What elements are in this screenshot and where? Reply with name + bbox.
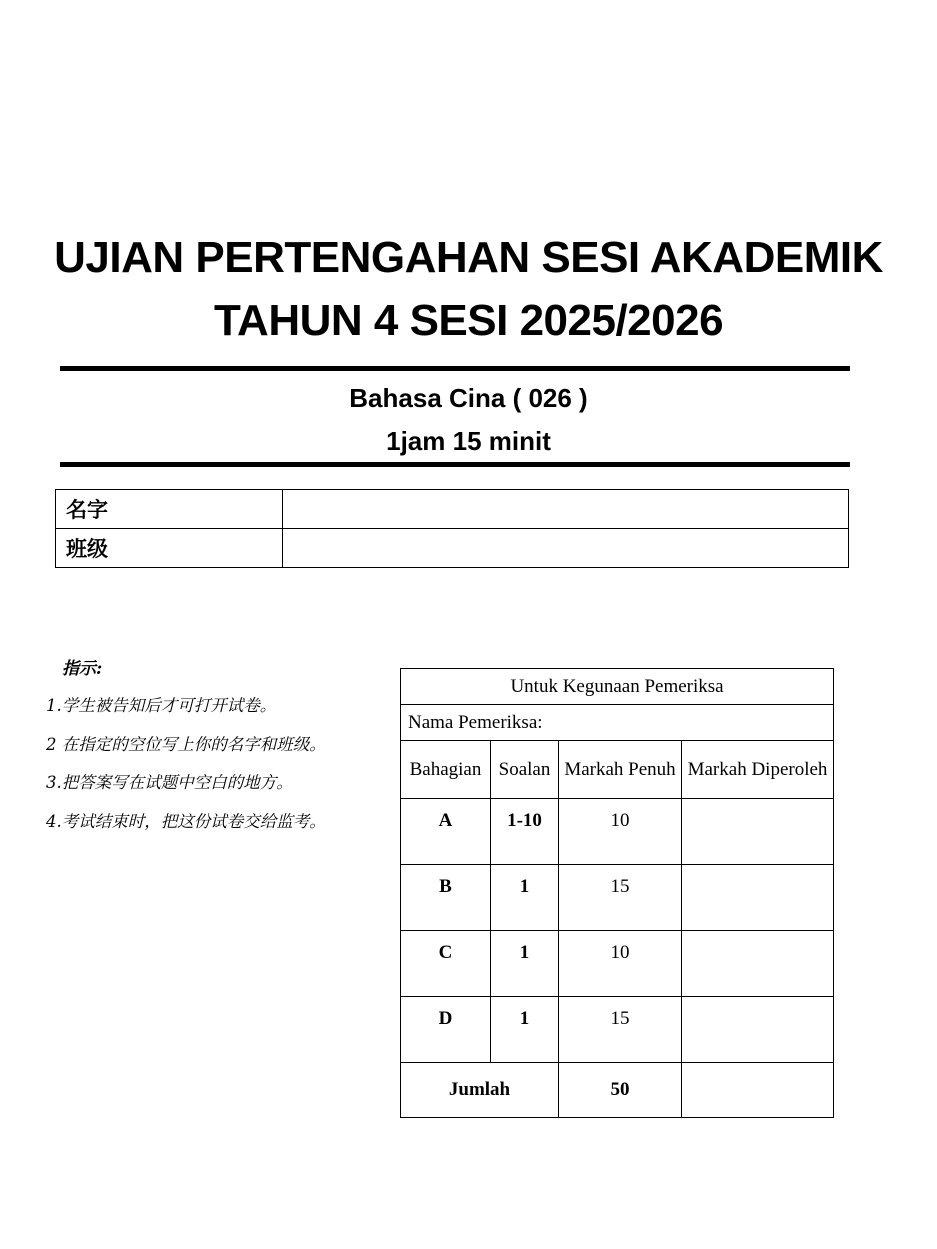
full-marks-cell: 15 bbox=[559, 865, 682, 931]
marks-obtained-cell[interactable] bbox=[682, 865, 834, 931]
bottom-divider bbox=[60, 462, 850, 467]
questions-cell: 1 bbox=[491, 997, 559, 1063]
total-row bbox=[401, 1063, 834, 1118]
section-cell: C bbox=[401, 931, 491, 997]
class-field[interactable] bbox=[283, 529, 849, 568]
instruction-item: 4.考试结束时，把这份试卷交给监考。 bbox=[46, 811, 326, 831]
col-header-section: Bahagian bbox=[401, 741, 491, 799]
examiner-name-row bbox=[401, 705, 834, 741]
section-cell: A bbox=[401, 799, 491, 865]
marks-obtained-cell[interactable] bbox=[682, 997, 834, 1063]
marks-obtained-cell[interactable] bbox=[682, 931, 834, 997]
section-cell: B bbox=[401, 865, 491, 931]
instruction-item: 2 在指定的空位写上你的名字和班级。 bbox=[46, 734, 326, 754]
examiner-heading: Untuk Kegunaan Pemeriksa bbox=[401, 669, 834, 705]
full-marks-cell: 10 bbox=[559, 799, 682, 865]
questions-cell: 1 bbox=[491, 865, 559, 931]
name-row bbox=[56, 490, 849, 529]
questions-cell: 1 bbox=[491, 931, 559, 997]
examiner-name-label[interactable]: Nama Pemeriksa: bbox=[401, 705, 834, 741]
name-field[interactable] bbox=[283, 490, 849, 529]
student-info-table bbox=[55, 489, 849, 568]
table-row bbox=[401, 799, 834, 865]
col-header-full-marks: Markah Penuh bbox=[559, 741, 682, 799]
examiner-header-row bbox=[401, 669, 834, 705]
full-marks-cell: 15 bbox=[559, 997, 682, 1063]
instruction-item: 3.把答案写在试题中空白的地方。 bbox=[46, 773, 293, 792]
exam-duration: 1jam 15 minit bbox=[386, 426, 551, 456]
full-marks-cell: 10 bbox=[559, 931, 682, 997]
top-divider bbox=[60, 366, 850, 371]
column-header-row bbox=[401, 741, 834, 799]
instructions-list bbox=[46, 692, 326, 846]
total-marks-obtained[interactable] bbox=[682, 1063, 834, 1118]
section-cell: D bbox=[401, 997, 491, 1063]
subject-title: Bahasa Cina ( 026 ) bbox=[349, 383, 588, 413]
instructions-heading: 指示: bbox=[62, 659, 103, 679]
instruction-item: 1.学生被告知后才可打开试卷。 bbox=[46, 696, 277, 715]
col-header-questions: Soalan bbox=[491, 741, 559, 799]
class-row bbox=[56, 529, 849, 568]
marks-obtained-cell[interactable] bbox=[682, 799, 834, 865]
table-row bbox=[401, 865, 834, 931]
total-label: Jumlah bbox=[401, 1063, 559, 1118]
examiner-marks-table bbox=[400, 668, 834, 1118]
name-label: 名字 bbox=[56, 490, 283, 529]
questions-cell: 1-10 bbox=[491, 799, 559, 865]
class-label: 班级 bbox=[56, 529, 283, 568]
col-header-marks-obtained: Markah Diperoleh bbox=[682, 741, 834, 799]
exam-subtitle: TAHUN 4 SESI 2025/2026 bbox=[213, 296, 724, 345]
table-row bbox=[401, 997, 834, 1063]
total-full-marks: 50 bbox=[559, 1063, 682, 1118]
table-row bbox=[401, 931, 834, 997]
exam-title: UJIAN PERTENGAHAN SESI AKADEMIK bbox=[54, 233, 883, 282]
